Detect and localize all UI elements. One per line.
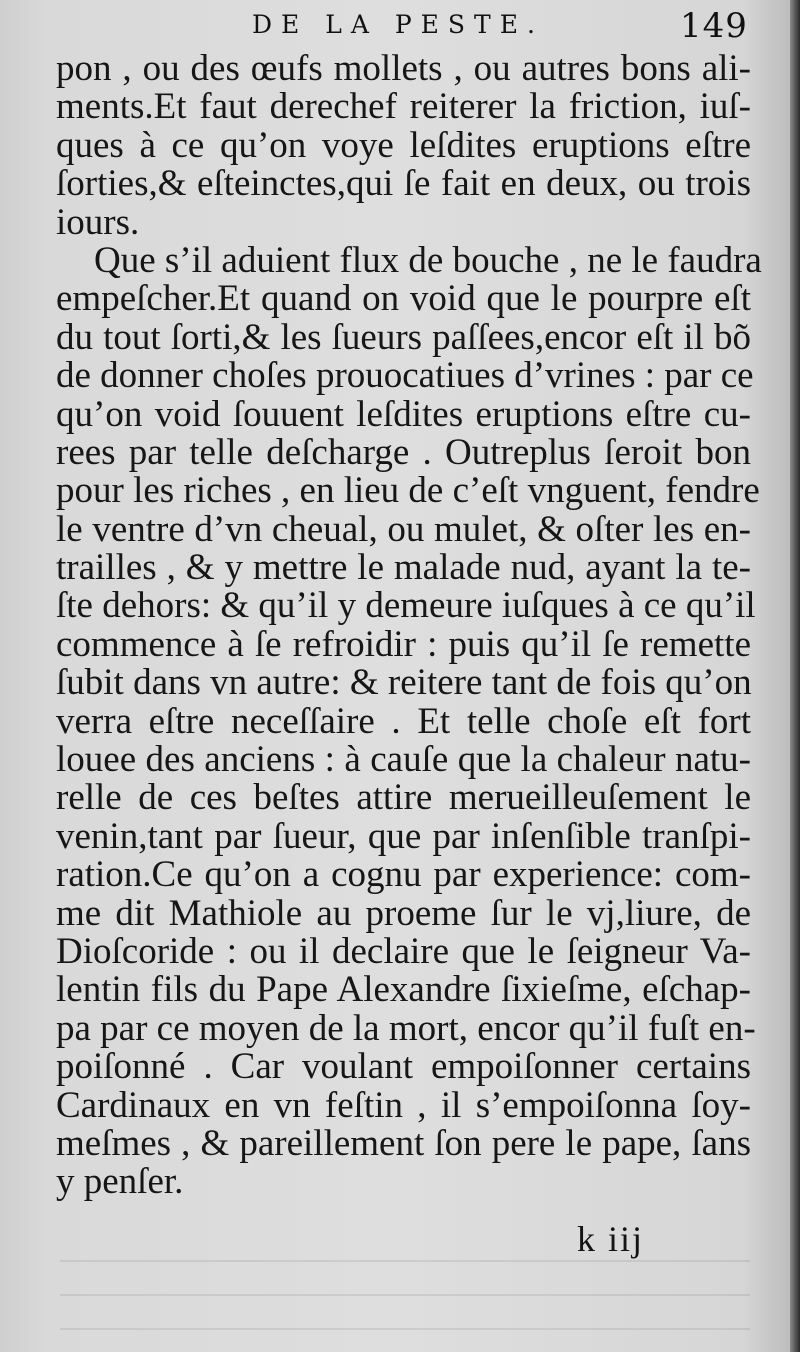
text-line: iours.: [56, 201, 140, 243]
text-line: ration.Ce qu’on a cognu par experience: com-: [56, 854, 751, 896]
text-line: ſorties,& eſteinctes,qui ſe fait en deux, ou trois: [56, 163, 751, 205]
text-line: pon , ou des œufs mollets , ou autres bons ali-: [56, 48, 751, 89]
text-line: me dit Mathiole au proeme ſur le vj,liure, de: [56, 892, 751, 934]
text-line: louee des anciens : à cauſe que la chaleur natu-: [56, 739, 751, 781]
text-line: Cardinaux en vn feſtin , il s’empoiſonna ſoy-: [56, 1084, 751, 1126]
page-edge-shadow: [790, 0, 800, 1352]
running-title: DE LA PESTE.: [252, 10, 544, 39]
text-line: Que s’il aduient flux de bouche , ne le faudra: [94, 239, 762, 281]
text-line: pour les riches , en lieu de c’eſt vnguent, fendre: [56, 470, 760, 512]
text-line: lentin fils du Pape Alexandre ſixieſme, eſchap-: [56, 969, 751, 1011]
text-line: trailles , & y mettre le malade nud, ayant la te-: [56, 547, 751, 589]
text-line: ſte dehors: & qu’il y demeure iuſques à ce qu’il: [56, 585, 756, 627]
text-line: du tout ſorti,& les ſueurs paſſees,encor eſt il bõ: [56, 316, 751, 358]
page-number: 149: [680, 6, 748, 46]
text-line: meſmes , & pareillement ſon pere le pape, ſans: [56, 1122, 751, 1164]
text-line: de donner choſes prouocatiues d’vrines : par ce: [56, 355, 754, 397]
text-line: ſubit dans vn autre: & reitere tant de fois qu’on: [56, 662, 752, 704]
text-line: verra eſtre neceſſaire . Et telle choſe eſt fort: [56, 700, 751, 742]
text-line: qu’on void ſouuent leſdites eruptions eſtre cu-: [56, 393, 751, 435]
text-line: Dioſcoride : ou il declaire que le ſeigneur Va-: [56, 930, 751, 972]
text-line: relle de ces beſtes attire merueilleuſement le: [56, 777, 751, 819]
text-line: le ventre d’vn cheual, ou mulet, & oſter les en-: [56, 508, 751, 550]
text-line: venin,tant par ſueur, que par inſenſible tranſpi-: [56, 815, 751, 857]
text-line: y penſer.: [56, 1161, 184, 1203]
page-header: [0, 6, 790, 46]
text-line: empeſcher.Et quand on void que le pourpre eſt: [56, 278, 751, 320]
text-line: ques à ce qu’on voye leſdites eruptions eſtre: [56, 124, 751, 166]
text-line: rees par telle deſcharge . Outreplus ſeroit bon: [56, 431, 751, 473]
show-through-texture: [60, 1240, 750, 1330]
text-line: commence à ſe refroidir : puis qu’il ſe remette: [56, 623, 751, 665]
text-line: pa par ce moyen de la mort, encor qu’il fuſt en-: [56, 1007, 756, 1049]
text-line: ments.Et faut derechef reiterer la friction, iuſ-: [56, 86, 751, 128]
body-text: [56, 48, 762, 1203]
signature-mark: k iij: [577, 1219, 645, 1259]
text-line: poiſonné . Car voulant empoiſonner certains: [56, 1046, 751, 1088]
